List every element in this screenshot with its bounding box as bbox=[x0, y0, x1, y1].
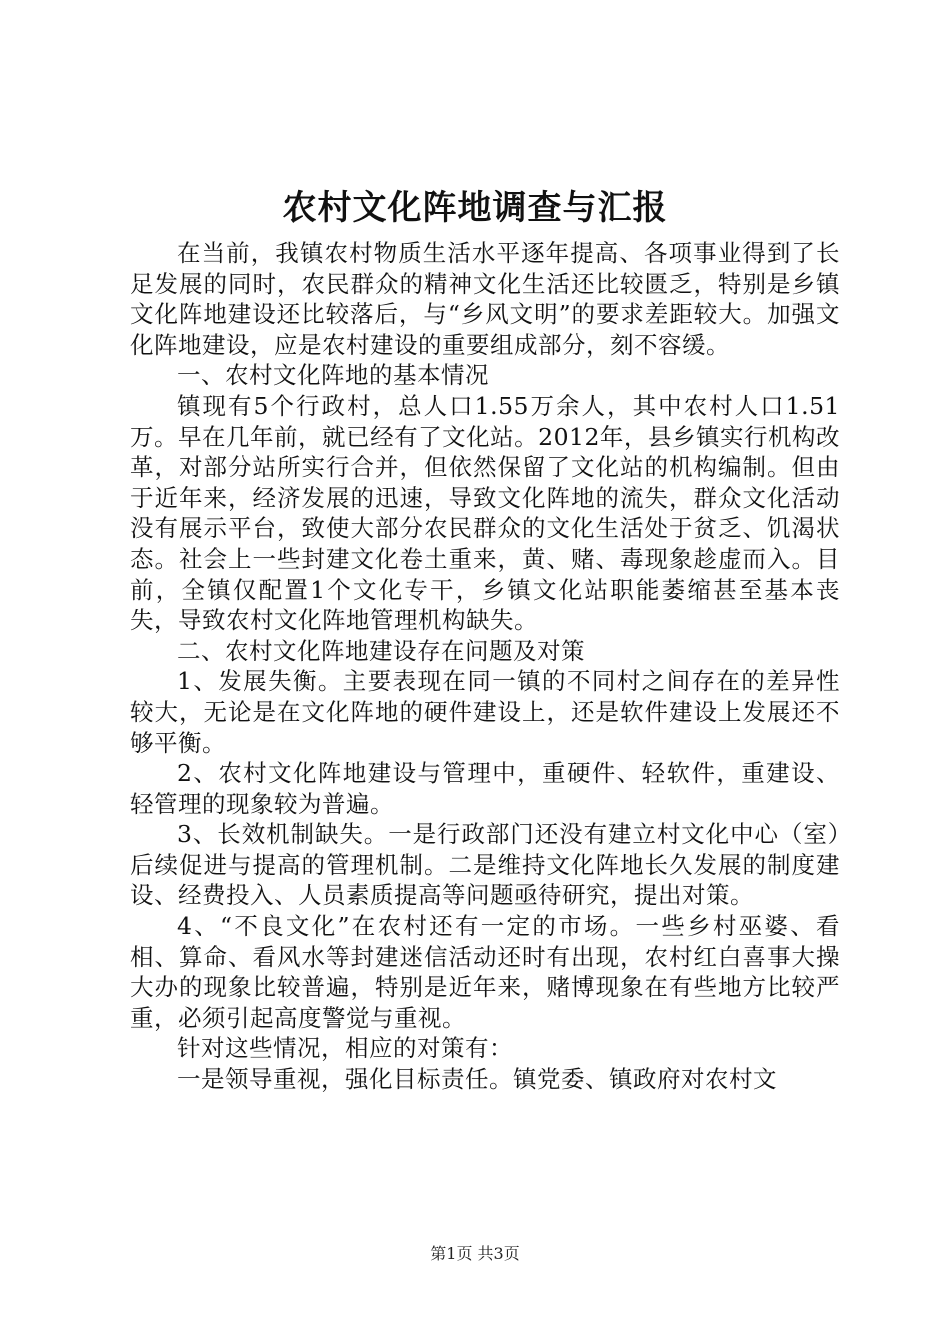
paragraph-issue-3: 3、长效机制缺失。一是行政部门还没有建立村文化中心（室）后续促进与提高的管理机制。二是维持文化阵地长久发展的制度建设、经费投入、人员素质提高等问题亟待研究，提出对策。 bbox=[130, 820, 840, 910]
paragraph-issue-4: 4、“不良文化”在农村还有一定的市场。一些乡村巫婆、看相、算命、看风水等封建迷信活动还时有出现，农村红白喜事大操大办的现象比较普遍，特别是近年来，赌博现象在有些地方比较严重，必须引起高度警觉与重视。 bbox=[130, 912, 840, 1032]
paragraph-intro: 在当前，我镇农村物质生活水平逐年提高、各项事业得到了长足发展的同时，农民群众的精神文化生活还比较匮乏，特别是乡镇文化阵地建设还比较落后，与“乡风文明”的要求差距较大。加强文化阵地建设，应是农村建设的重要组成部分，刻不容缓。 bbox=[130, 239, 840, 359]
paragraph-basic-situation: 镇现有5个行政村，总人口1.55万余人，其中农村人口1.51万。早在几年前，就已经有了文化站。2012年，县乡镇实行机构改革，对部分站所实行合并，但依然保留了文化站的机构编制。但由于近年来，经济发展的迅速，导致文化阵地的流失，群众文化活动没有展示平台，致使大部分农民群众的文化生活处于贫乏、饥渴状态。社会上一些封建文化卷土重来，黄、赌、毒现象趁虚而入。目前，全镇仅配置1个文化专干，乡镇文化站职能萎缩甚至基本丧失，导致农村文化阵地管理机构缺失。 bbox=[130, 391, 840, 635]
paragraph-countermeasures-intro: 针对这些情况，相应的对策有： bbox=[177, 1034, 513, 1063]
section-heading-2: 二、农村文化阵地建设存在问题及对策 bbox=[177, 636, 585, 665]
paragraph-issue-2: 2、农村文化阵地建设与管理中，重硬件、轻软件，重建设、轻管理的现象较为普遍。 bbox=[130, 759, 840, 818]
paragraph-countermeasure-1: 一是领导重视，强化目标责任。镇党委、镇政府对农村文 bbox=[177, 1065, 777, 1094]
paragraph-issue-1: 1、发展失衡。主要表现在同一镇的不同村之间存在的差异性较大，无论是在文化阵地的硬件建设上，还是软件建设上发展还不够平衡。 bbox=[130, 667, 840, 757]
document-body bbox=[130, 238, 840, 1095]
document-title: 农村文化阵地调查与汇报 bbox=[282, 188, 668, 228]
section-heading-1: 一、农村文化阵地的基本情况 bbox=[177, 361, 489, 390]
page-footer: 第1页 共3页 bbox=[430, 1244, 520, 1263]
